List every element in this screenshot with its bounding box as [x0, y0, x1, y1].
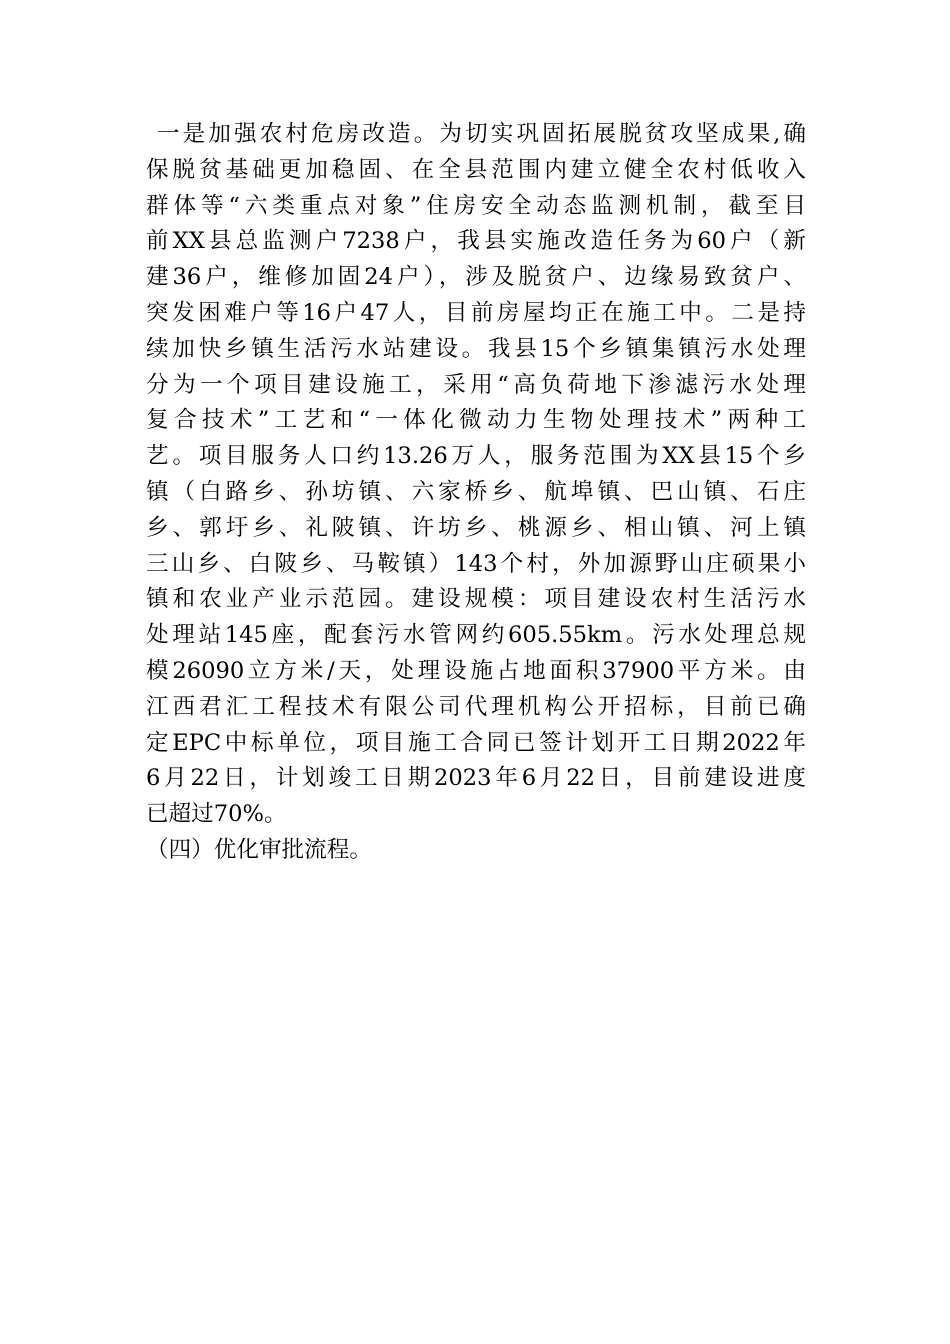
paragraph-line: 镇（白路乡、孙坊镇、六家桥乡、航埠镇、巴山镇、石庄	[146, 478, 806, 505]
paragraph-line: 分为一个项目建设施工，采用“高负荷地下渗滤污水处理	[146, 371, 806, 398]
paragraph	[146, 117, 806, 833]
paragraph-line: 续加快乡镇生活污水站建设。我县15个乡镇集镇污水处理	[146, 335, 806, 362]
paragraph-line: 三山乡、白陂乡、马鞍镇）143个村，外加源野山庄硕果小	[146, 550, 806, 577]
document-body	[146, 117, 806, 869]
paragraph-line: 处理站145座，配套污水管网约605.55km。污水处理总规	[146, 622, 806, 649]
paragraph-line: 复合技术”工艺和“一体化微动力生物处理技术”两种工	[146, 407, 806, 434]
section-heading: （四）优化审批流程。	[146, 836, 372, 863]
paragraph-line: 群体等“六类重点对象”住房安全动态监测机制，截至目	[146, 192, 806, 219]
paragraph-line: 艺。项目服务人口约13.26万人，服务范围为XX县15个乡	[146, 443, 806, 470]
paragraph-line: 已超过70%。	[146, 801, 287, 828]
paragraph-line: 镇和农业产业示范园。建设规模：项目建设农村生活污水	[146, 586, 806, 613]
paragraph-line: 前XX县总监测户7238户，我县实施改造任务为60户（新	[146, 228, 806, 255]
paragraph-line: 模26090立方米/天，处理设施占地面积37900平方米。由	[146, 657, 806, 684]
paragraph-line: 一是加强农村危房改造。为切实巩固拓展脱贫攻坚成果,确	[157, 121, 806, 147]
paragraph-line: 保脱贫基础更加稳固、在全县范围内建立健全农村低收入	[146, 156, 806, 183]
paragraph-line: 6月22日，计划竣工日期2023年6月22日，目前建设进度	[146, 765, 806, 792]
paragraph-line: 江西君汇工程技术有限公司代理机构公开招标，目前已确	[146, 693, 806, 720]
paragraph-line: 建36户，维修加固24户），涉及脱贫户、边缘易致贫户、	[146, 264, 806, 291]
paragraph-line: 定EPC中标单位，项目施工合同已签计划开工日期2022年	[146, 729, 806, 756]
paragraph-line: 突发困难户等16户47人，目前房屋均正在施工中。二是持	[146, 299, 806, 326]
paragraph-line: 乡、郭圩乡、礼陂镇、许坊乡、桃源乡、相山镇、河上镇	[146, 514, 806, 541]
